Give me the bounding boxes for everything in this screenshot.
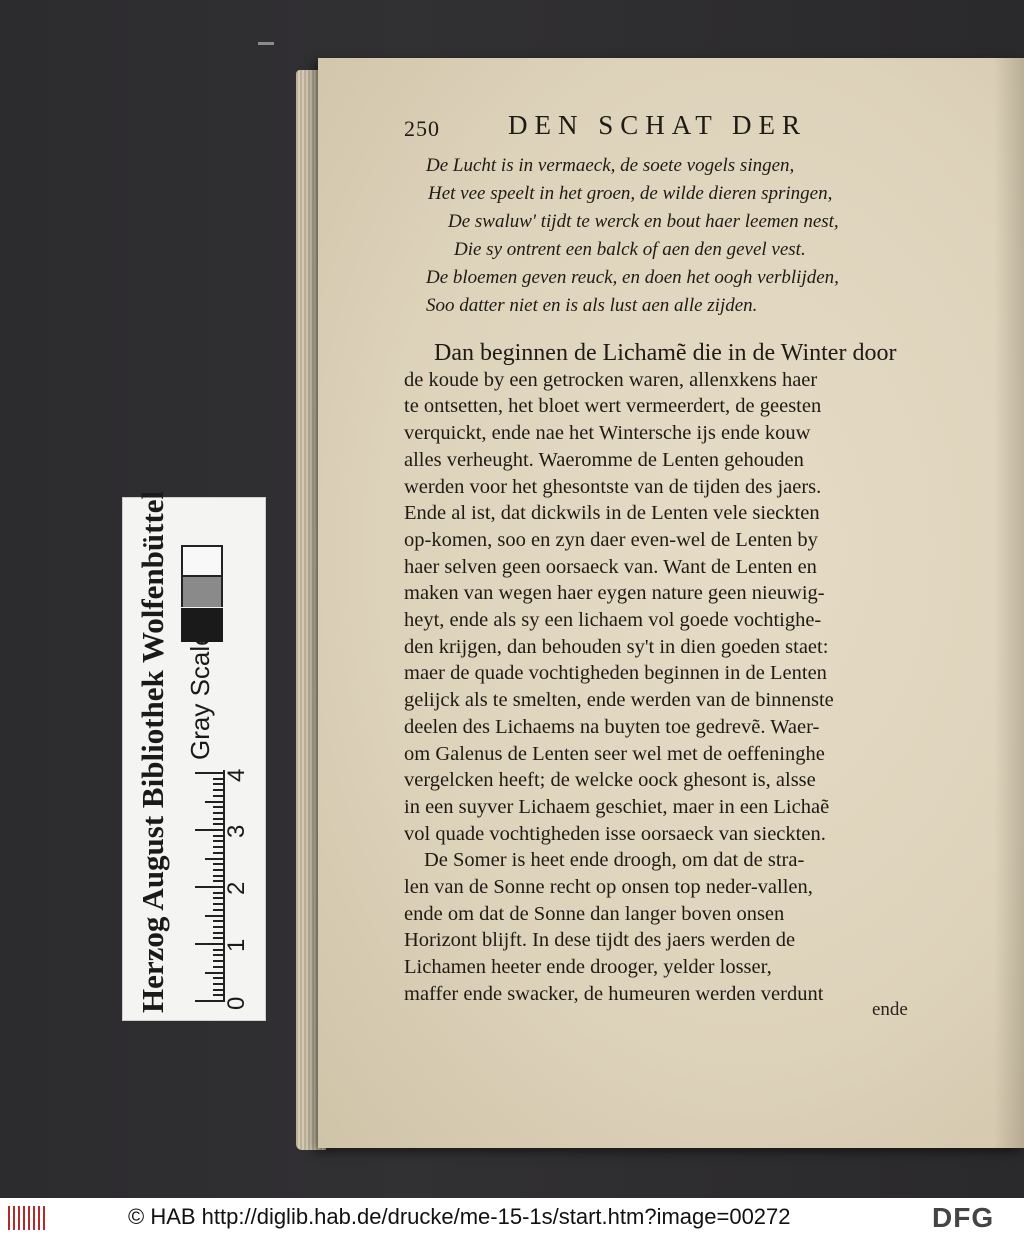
ruler-tick — [213, 920, 225, 922]
prose-line: Dan beginnen de Lichamẽ die in de Winter door — [434, 340, 897, 366]
prose-line: alles verheught. Waeromme de Lenten gehouden — [404, 448, 804, 471]
prose-line: verquickt, ende nae het Wintersche ijs ende kouw — [404, 422, 811, 445]
ruler-tick — [205, 915, 225, 917]
prose-line: heyt, ende als sy een lichaem vol goede vochtighe- — [404, 609, 822, 632]
page-shadow — [994, 58, 1024, 1148]
prose-line: haer selven geen oorsaeck van. Want de Lenten en — [404, 555, 817, 578]
prose-line: vol quade vochtigheden isse oorsaeck van sieckten. — [404, 822, 826, 845]
prose-line: len van de Sonne recht op onsen top neder-vallen, — [404, 876, 813, 899]
white-swatch — [181, 545, 223, 577]
ruler-tick — [213, 909, 225, 911]
ruler-tick — [213, 846, 225, 848]
prose-line: Ende al ist, dat dickwils in de Lenten vele sieckten — [404, 502, 820, 525]
ruler-tick — [195, 1000, 225, 1002]
footer-bar — [0, 1198, 1024, 1238]
verse-line: Het vee speelt in het groen, de wilde dieren springen, — [428, 183, 833, 204]
verse-line: De Lucht is in vermaeck, de soete vogels singen, — [426, 155, 795, 176]
prose-line: den krijgen, dan behouden sy't in dien goeden staet: — [404, 635, 829, 658]
prose-block — [404, 340, 964, 1008]
prose-line: maffer ende swacker, de humeuren werden verdunt — [404, 982, 824, 1005]
credit-link[interactable]: © HAB http://diglib.hab.de/drucke/me-15-1s/start.htm?image=00272 — [128, 1204, 791, 1229]
dust-speck — [258, 42, 274, 45]
prose-line: Lichamen heeter ende drooger, yelder losser, — [404, 956, 772, 979]
ruler-number: 2 — [223, 881, 250, 895]
catchword: ende — [872, 999, 908, 1020]
verse-block — [426, 152, 986, 320]
ruler-tick — [205, 858, 225, 860]
hab-logo-icon — [8, 1206, 48, 1230]
prose-line: De Somer is heet ende droogh, om dat de stra- — [424, 849, 805, 872]
ruler-tick — [213, 977, 225, 979]
ruler-tick — [213, 812, 225, 814]
ruler-tick — [213, 863, 225, 865]
mid-gray-swatch — [181, 577, 223, 607]
prose-line: vergelcken heeft; de welcke oock ghesont is, alsse — [404, 769, 816, 792]
ruler-number: 0 — [223, 996, 250, 1010]
running-title: DEN SCHAT DER — [508, 110, 808, 140]
ruler-number: 1 — [223, 938, 250, 952]
ruler-tick — [213, 954, 225, 956]
ruler-number: 3 — [223, 824, 250, 838]
ruler-tick — [213, 932, 225, 934]
ruler-tick — [213, 903, 225, 905]
prose-line: maken van wegen haer eygen nature geen nieuwig- — [404, 582, 825, 605]
verse-line: Die sy ontrent een balck of aen den gevel vest. — [454, 239, 806, 260]
page-number: 250 — [404, 116, 440, 141]
ruler-number: 4 — [223, 768, 250, 782]
ruler-tick — [213, 806, 225, 808]
ruler-tick — [205, 972, 225, 974]
prose-line: op-komen, soo en zyn daer even-wel de Lenten by — [404, 528, 818, 551]
ruler-tick — [213, 869, 225, 871]
prose-line: om Galenus de Lenten seer wel met de oeffeninghe — [404, 742, 825, 765]
gray-scale-card — [122, 490, 266, 1021]
ruler-tick — [213, 897, 225, 899]
ruler-tick — [213, 989, 225, 991]
ruler-tick — [195, 829, 225, 831]
book-page — [318, 58, 1024, 1148]
ruler-tick — [205, 801, 225, 803]
ruler-tick — [195, 943, 225, 945]
ruler-tick — [213, 783, 225, 785]
prose-line: de koude by een getrocken waren, allenxkens haer — [404, 368, 818, 391]
ruler-tick — [213, 789, 225, 791]
ruler-tick — [213, 852, 225, 854]
prose-line: in een suyver Lichaem geschiet, maer in een Lichaẽ — [404, 795, 830, 818]
prose-line: deelen des Lichaems na buyten toe gedrevẽ. Waer- — [404, 715, 820, 738]
verse-line: De swaluw' tijdt te werck en bout haer leemen nest, — [448, 211, 839, 232]
ruler-tick — [213, 926, 225, 928]
prose-line: gelijck als te smelten, ende werden van de binnenste — [404, 689, 834, 712]
ruler — [179, 768, 250, 1010]
verse-line: Soo datter niet en is als lust aen alle zijden. — [426, 295, 758, 316]
ruler-tick — [213, 875, 225, 877]
prose-line: Horizont blijft. In dese tijdt des jaers werden de — [404, 929, 796, 952]
ruler-tick — [213, 960, 225, 962]
ruler-tick — [195, 772, 225, 774]
ruler-tick — [213, 818, 225, 820]
dfg-logo: DFG — [932, 1202, 995, 1233]
prose-line: te ontsetten, het bloet wert vermeerdert, de geesten — [404, 395, 822, 418]
prose-line: maer de quade vochtigheden beginnen in de Lenten — [404, 662, 827, 685]
ruler-tick — [213, 966, 225, 968]
verse-line: De bloemen geven reuck, en doen het oogh verblijden, — [426, 267, 839, 288]
ruler-tick — [195, 886, 225, 888]
page-header — [404, 110, 1004, 150]
ruler-tick — [213, 840, 225, 842]
ruler-tick — [213, 795, 225, 797]
gray-scale-label: Gray Scale — [185, 631, 215, 760]
prose-line: werden voor het ghesontste van de tijden des jaers. — [404, 475, 822, 498]
prose-line: ende om dat de Sonne dan langer boven onsen — [404, 902, 785, 925]
institution-label: Herzog August Bibliothek Wolfenbüttel — [135, 490, 170, 1013]
ruler-tick — [213, 983, 225, 985]
